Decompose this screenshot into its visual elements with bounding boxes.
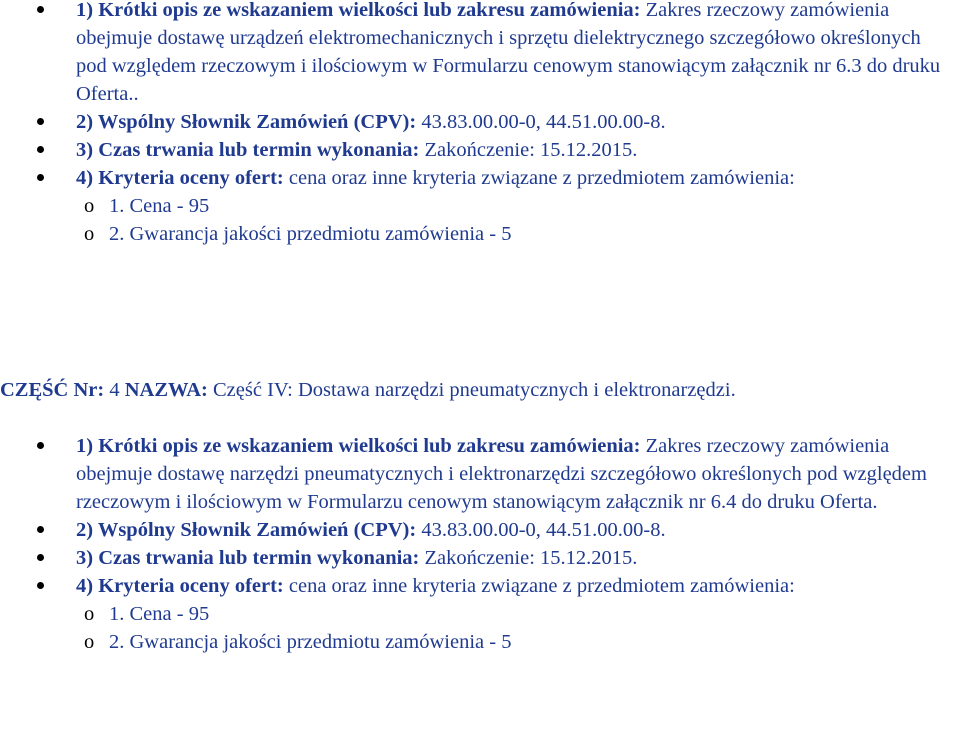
cpv-label: 2) Wspólny Słownik Zamówień (CPV):: [76, 519, 417, 541]
duration-value: Zakończenie: 15.12.2015.: [424, 547, 638, 569]
short-description-label: 1) Krótki opis ze wskazaniem wielkości lub zakresu zamówienia:: [76, 435, 641, 457]
part-number-value: 4: [109, 379, 120, 401]
part4-cpv: [0, 516, 960, 544]
criteria-value: cena oraz inne kryteria związane z przedmiotem zamówienia:: [288, 575, 795, 597]
criteria-item-text: 1. Cena - 95: [109, 195, 210, 217]
part-number-label: CZĘŚĆ Nr:: [0, 379, 105, 401]
part3-details-list: [0, 0, 960, 248]
part-name-value: Część IV: Dostawa narzędzi pneumatycznych i elektronarzędzi.: [213, 379, 736, 401]
cpv-value: 43.83.00.00-0, 44.51.00.00-8.: [421, 111, 666, 133]
criteria-item: [76, 192, 950, 220]
circle-bullet-icon: o: [84, 223, 95, 245]
circle-bullet-icon: o: [84, 195, 95, 217]
part-heading: [0, 376, 960, 404]
criteria-item-text: 2. Gwarancja jakości przedmiotu zamówienia - 5: [109, 223, 512, 245]
cpv-label: 2) Wspólny Słownik Zamówień (CPV):: [76, 111, 417, 133]
part3-short-description: [0, 0, 960, 108]
criteria-item: [76, 628, 950, 656]
cpv-value: 43.83.00.00-0, 44.51.00.00-8.: [421, 519, 666, 541]
criteria-sublist: [76, 600, 950, 656]
part4-duration: [0, 544, 960, 572]
circle-bullet-icon: o: [84, 603, 95, 625]
criteria-label: 4) Kryteria oceny ofert:: [76, 167, 284, 189]
part4-details-list: [0, 432, 960, 656]
part4-details-section: [0, 432, 960, 656]
circle-bullet-icon: o: [84, 631, 95, 653]
duration-label: 3) Czas trwania lub termin wykonania:: [76, 139, 420, 161]
short-description-label: 1) Krótki opis ze wskazaniem wielkości lub zakresu zamówienia:: [76, 0, 641, 21]
part3-criteria: [0, 164, 960, 248]
duration-value: Zakończenie: 15.12.2015.: [424, 139, 638, 161]
part-name-label: NAZWA:: [124, 379, 208, 401]
criteria-item-text: 1. Cena - 95: [109, 603, 210, 625]
part3-cpv: [0, 108, 960, 136]
part4-short-description: [0, 432, 960, 516]
part4-criteria: [0, 572, 960, 656]
criteria-label: 4) Kryteria oceny ofert:: [76, 575, 284, 597]
part3-details-section: [0, 0, 960, 248]
short-description-value: Zakres rzeczowy zamówienia obejmuje dostawę urządzeń elektromechanicznych i sprzętu dielektrycznego szczegółowo określonych pod względem rzeczowym i ilościowym w Formularzu cenowym stanowiącym załącznik nr 6.3 do druku Oferta..: [76, 0, 941, 105]
short-description-value: Zakres rzeczowy zamówienia obejmuje dostawę narzędzi pneumatycznych i elektronarzędzi szczegółowo określonych pod względem rzeczowym i ilościowym w Formularzu cenowym stanowiącym załącznik nr 6.4 do druku Oferta.: [76, 435, 927, 513]
criteria-sublist: [76, 192, 950, 248]
criteria-item: [76, 220, 950, 248]
criteria-value: cena oraz inne kryteria związane z przedmiotem zamówienia:: [288, 167, 795, 189]
duration-label: 3) Czas trwania lub termin wykonania:: [76, 547, 420, 569]
criteria-item: [76, 600, 950, 628]
criteria-item-text: 2. Gwarancja jakości przedmiotu zamówienia - 5: [109, 631, 512, 653]
part3-duration: [0, 136, 960, 164]
